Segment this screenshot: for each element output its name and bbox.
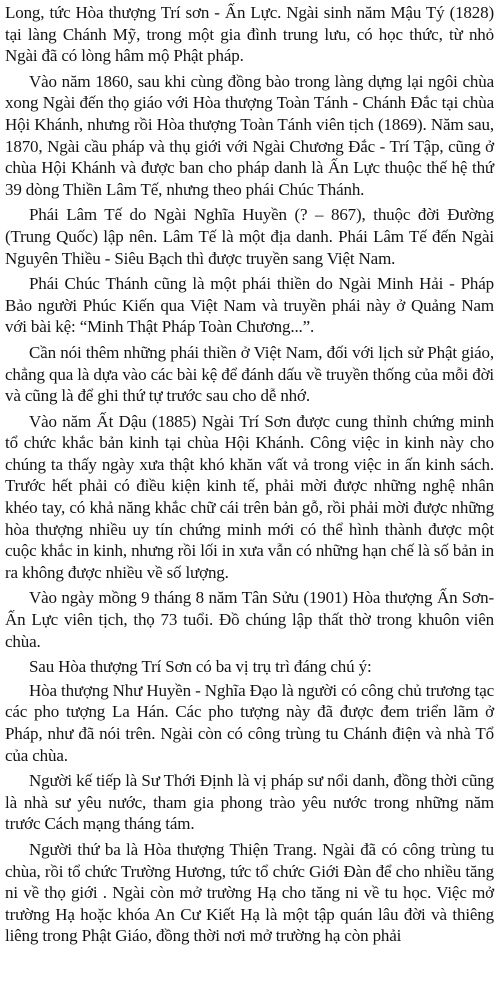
- paragraph-lineage-note: Cần nói thêm những phái thiền ở Việt Nam, đối với lịch sử Phật giáo, chẳng qua là dựa vào các bài kệ để đánh dấu về truyền thống của mỗi đời và cũng là để ghi thứ tự trước sau cho dễ nhớ.: [5, 342, 494, 406]
- paragraph-third-abbot: Người thứ ba là Hòa thượng Thiện Trang. Ngài đã có công trùng tu chùa, rồi tổ chức Trường Hương, tức tổ chức Giới Đàn để cho nhiều tăng ni về thọ giới . Ngài còn mở trường Hạ cho tăng ni về tu học. Việc mở trường Hạ hoặc khóa An Cư Kiết Hạ là một tập quán lâu đời và thiêng liêng trong Phật Giáo, đồng thời nơi mở trường hạ còn phải: [5, 839, 494, 946]
- paragraph-ordination: Vào năm 1860, sau khi cùng đồng bào trong làng dựng lại ngôi chùa xong Ngài đến thọ giáo với Hòa thượng Toàn Tánh - Chánh Đắc tại chùa Hội Khánh, nhưng rồi Hòa thượng Toàn Tánh viên tịch (1869). Năm sau, 1870, Ngài cầu pháp và thụ giới với Ngài Chương Đắc - Trí Tập, cũng ở chùa Hội Khánh và được ban cho pháp danh là Ấn Lực thuộc thế hệ thứ 39 dòng Thiền Lâm Tế, nhưng theo phái Chúc Thánh.: [5, 71, 494, 199]
- paragraph-lam-te-lineage: Phái Lâm Tế do Ngài Nghĩa Huyền (? – 867), thuộc đời Đường (Trung Quốc) lập nên. Lâm Tế là một địa danh. Phái Lâm Tế đến Ngài Nguyên Thiều - Siêu Bạch thì được truyền sang Việt Nam.: [5, 205, 494, 268]
- paragraph-passing: Vào ngày mồng 9 tháng 8 năm Tân Sửu (1901) Hòa thượng Ấn Sơn- Ấn Lực viên tịch, thọ 73 tuổi. Đồ chúng lập thất thờ trong khuôn viên chùa.: [5, 588, 494, 651]
- paragraph-sutra-printing: Vào năm Ất Dậu (1885) Ngài Trí Sơn được cung thỉnh chứng minh tổ chức khắc bản kinh tại chùa Hội Khánh. Công việc in kinh này cho chúng ta thấy ngày xưa thật khó khăn vất vả trong việc in ấn kinh sách. Trước hết phải có điều kiện kinh tế, phải mời được những nghệ nhân khéo tay, có khả năng khắc chữ cái trên bản gỗ, rồi phải mời được những hòa thượng nhiều uy tín chứng minh mới có thể hình thành được một cuộc khắc in kinh, nhưng rồi lối in xưa vẫn có những hạn chế là số bản in ra không được nhiều về số lượng.: [5, 411, 494, 582]
- paragraph-second-abbot: Người kế tiếp là Sư Thới Định là vị pháp sư nổi danh, đồng thời cũng là nhà sư yêu nước, tham gia phong trào yêu nước trong những năm trước Cách mạng tháng tám.: [5, 771, 494, 834]
- paragraph-chuc-thanh-lineage: Phái Chúc Thánh cũng là một phái thiền do Ngài Minh Hải - Pháp Bảo người Phúc Kiến qua Việt Nam và truyền phái này ở Quảng Nam với bài kệ: “Minh Thật Pháp Toàn Chương...”.: [5, 274, 494, 337]
- paragraph-first-abbot: Hòa thượng Như Huyền - Nghĩa Đạo là người có công chủ trương tạc các pho tượng La Hán. Các pho tượng này đã được đem triển lãm ở Pháp, như đã nói trên. Ngài còn có công trùng tu Chánh điện và nhà Tổ của chùa.: [5, 680, 494, 765]
- paragraph-continuation: Long, tức Hòa thượng Trí sơn - Ấn Lực. Ngài sinh năm Mậu Tý (1828) tại làng Chánh Mỹ, trong một gia đình trung lưu, có học thức, từ nhỏ Ngài đã có lòng hâm mộ Phật pháp.: [5, 3, 494, 66]
- document-page: [5, 2, 494, 951]
- paragraph-abbots-intro: Sau Hòa thượng Trí Sơn có ba vị trụ trì đáng chú ý:: [29, 657, 372, 677]
